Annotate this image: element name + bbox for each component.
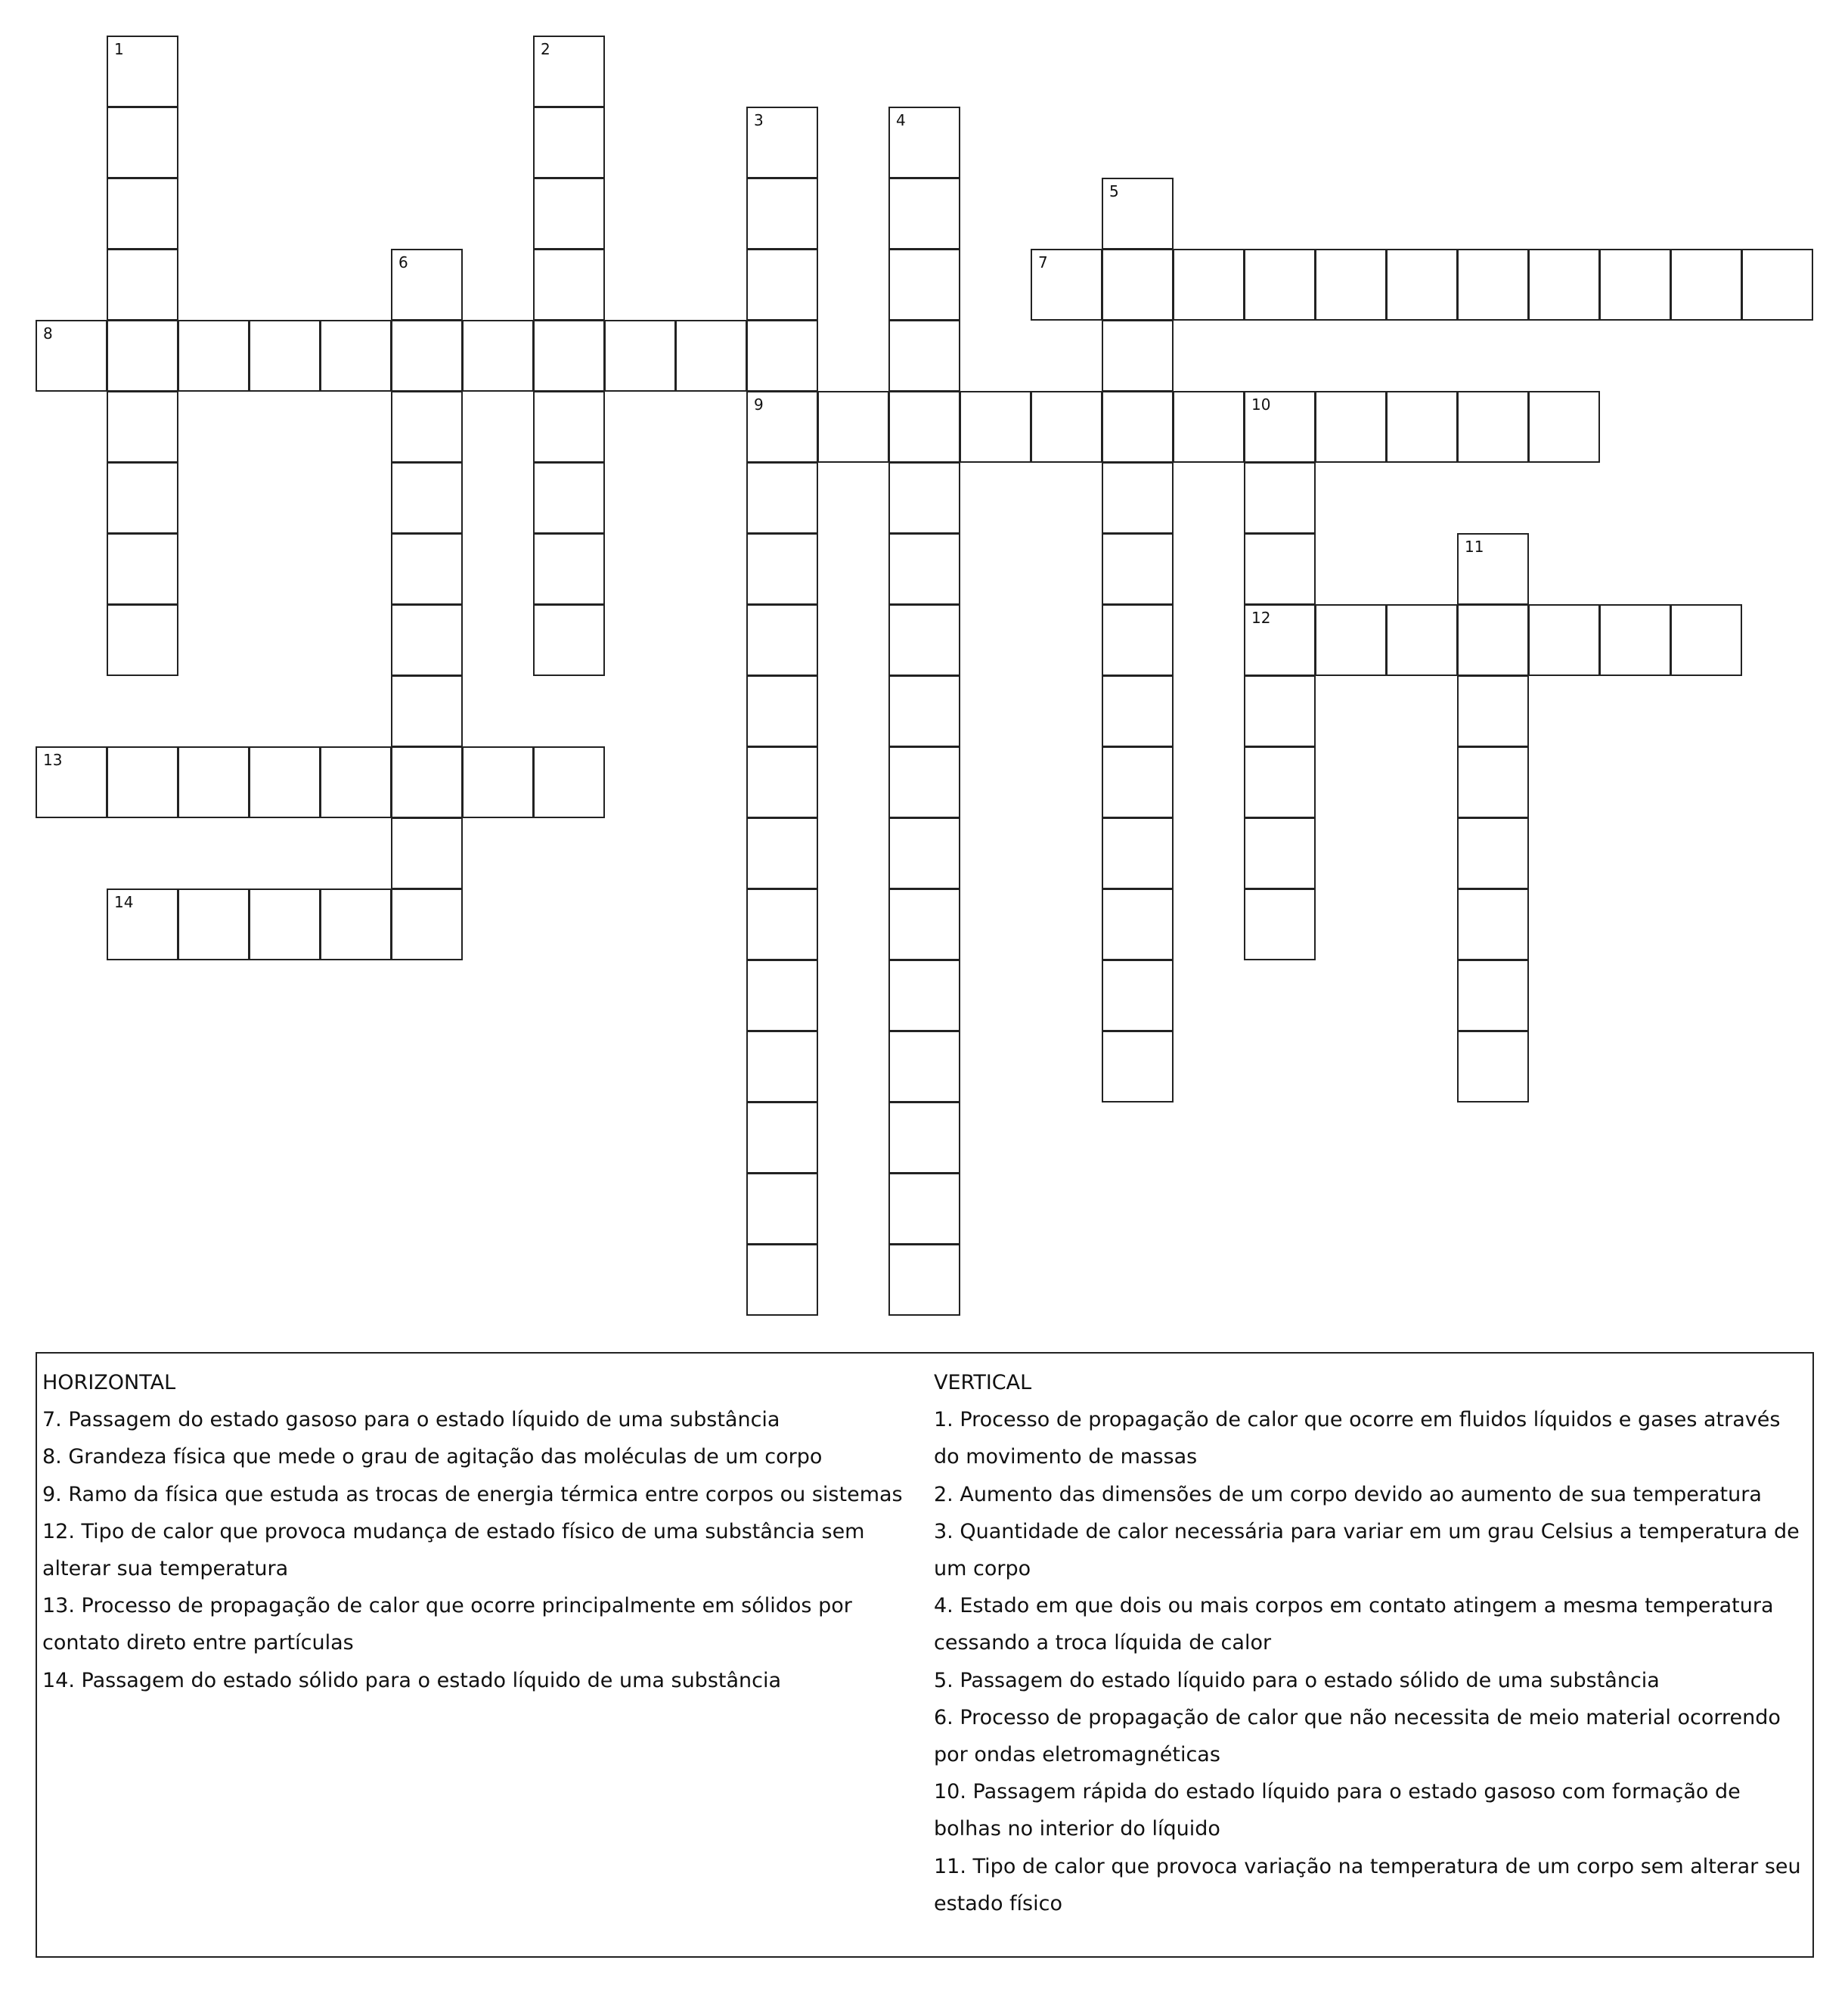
grid-cell[interactable] <box>249 889 321 960</box>
grid-cell[interactable] <box>391 817 463 889</box>
clue-across-12: 12. Tipo de calor que provoca mudança de estado físico de uma substância sem alterar sua temperatura <box>42 1519 865 1581</box>
grid-cell[interactable] <box>107 320 178 392</box>
grid-cell[interactable] <box>320 746 392 818</box>
grid-cell[interactable] <box>391 533 463 605</box>
grid-cell[interactable] <box>675 320 747 392</box>
grid-cell[interactable] <box>604 320 676 392</box>
grid-cell[interactable] <box>1102 533 1174 605</box>
grid-cell[interactable] <box>533 107 605 178</box>
clue-across-9: 9. Ramo da física que estuda as trocas de energia térmica entre corpos ou sistemas <box>42 1482 903 1506</box>
grid-cell[interactable] <box>1244 462 1316 534</box>
grid-cell[interactable] <box>1457 533 1529 605</box>
grid-cell[interactable] <box>1457 249 1529 321</box>
grid-cell[interactable] <box>746 1031 818 1102</box>
grid-cell[interactable] <box>107 604 178 676</box>
grid-cell[interactable] <box>1244 391 1316 463</box>
grid-cell[interactable] <box>1173 249 1245 321</box>
grid-cell[interactable] <box>1457 817 1529 889</box>
clue-number: 1 <box>114 40 124 58</box>
grid-cell[interactable] <box>746 178 818 250</box>
grid-cell[interactable] <box>533 746 605 818</box>
grid-cell[interactable] <box>178 889 250 960</box>
grid-cell[interactable] <box>391 675 463 747</box>
grid-cell[interactable] <box>1457 889 1529 960</box>
grid-cell[interactable] <box>391 249 463 321</box>
grid-cell[interactable] <box>1244 604 1316 676</box>
grid-cell[interactable] <box>746 1244 818 1316</box>
grid-cell[interactable] <box>888 320 960 392</box>
grid-cell[interactable] <box>1102 320 1174 392</box>
clue-across-14: 14. Passagem do estado sólido para o estado líquido de uma substância <box>42 1668 782 1692</box>
grid-cell[interactable] <box>1528 391 1600 463</box>
grid-cell[interactable] <box>888 960 960 1031</box>
clue-number: 8 <box>43 324 53 343</box>
grid-cell[interactable] <box>746 604 818 676</box>
grid-cell[interactable] <box>1315 604 1387 676</box>
grid-cell[interactable] <box>1386 249 1458 321</box>
grid-cell[interactable] <box>533 178 605 250</box>
grid-cell[interactable] <box>746 889 818 960</box>
grid-cell[interactable] <box>107 178 178 250</box>
grid-cell[interactable] <box>746 249 818 321</box>
grid-cell[interactable] <box>746 1173 818 1245</box>
grid-cell[interactable] <box>391 320 463 392</box>
grid-cell[interactable] <box>746 107 818 178</box>
grid-cell[interactable] <box>888 533 960 605</box>
clue-down-10: 10. Passagem rápida do estado líquido para o estado gasoso com formação de bolhas no interior do líquido <box>934 1780 1741 1841</box>
clue-down-5: 5. Passagem do estado líquido para o estado sólido de uma substância <box>934 1668 1660 1692</box>
grid-cell[interactable] <box>1315 391 1387 463</box>
grid-cell[interactable] <box>36 746 107 818</box>
grid-cell[interactable] <box>1031 391 1102 463</box>
grid-cell[interactable] <box>1599 604 1671 676</box>
clue-down-6: 6. Processo de propagação de calor que não necessita de meio material ocorrendo por ondas eletromagnéticas <box>934 1705 1781 1767</box>
grid-cell[interactable] <box>1457 604 1529 676</box>
grid-cell[interactable] <box>1670 249 1742 321</box>
clue-number: 4 <box>896 111 906 129</box>
grid-cell[interactable] <box>888 1173 960 1245</box>
grid-cell[interactable] <box>746 1102 818 1174</box>
grid-cell[interactable] <box>1244 889 1316 960</box>
grid-cell[interactable] <box>107 107 178 178</box>
grid-cell[interactable] <box>533 320 605 392</box>
vertical-clues <box>934 1364 1811 1922</box>
grid-cell[interactable] <box>107 249 178 321</box>
clue-number: 13 <box>43 751 63 769</box>
grid-cell[interactable] <box>1599 249 1671 321</box>
clue-down-1: 1. Processo de propagação de calor que ocorre em fluidos líquidos e gases através do movimento de massas <box>934 1408 1781 1469</box>
clue-number: 9 <box>754 395 764 414</box>
grid-cell[interactable] <box>1528 604 1600 676</box>
clue-number: 12 <box>1251 609 1271 627</box>
grid-cell[interactable] <box>1244 675 1316 747</box>
grid-cell[interactable] <box>746 533 818 605</box>
grid-cell[interactable] <box>888 889 960 960</box>
grid-cell[interactable] <box>960 391 1031 463</box>
grid-cell[interactable] <box>1102 249 1174 321</box>
grid-cell[interactable] <box>1528 249 1600 321</box>
clue-down-4: 4. Estado em que dois ou mais corpos em contato atingem a mesma temperatura cessando a troca líquida de calor <box>934 1594 1774 1655</box>
grid-cell[interactable] <box>1457 675 1529 747</box>
grid-cell[interactable] <box>391 462 463 534</box>
grid-cell[interactable] <box>1102 675 1174 747</box>
clue-across-8: 8. Grandeza física que mede o grau de agitação das moléculas de um corpo <box>42 1445 823 1469</box>
grid-cell[interactable] <box>888 817 960 889</box>
grid-cell[interactable] <box>1102 604 1174 676</box>
grid-cell[interactable] <box>1741 249 1813 321</box>
grid-cell[interactable] <box>533 604 605 676</box>
grid-cell[interactable] <box>1102 746 1174 818</box>
horizontal-title: HORIZONTAL <box>42 1371 176 1394</box>
grid-cell[interactable] <box>1244 817 1316 889</box>
grid-cell[interactable] <box>1102 960 1174 1031</box>
grid-cell[interactable] <box>888 178 960 250</box>
grid-cell[interactable] <box>746 391 818 463</box>
grid-cell[interactable] <box>320 320 392 392</box>
clue-number: 14 <box>114 893 134 911</box>
grid-cell[interactable] <box>817 391 889 463</box>
grid-cell[interactable] <box>1457 391 1529 463</box>
grid-cell[interactable] <box>1102 1031 1174 1102</box>
grid-cell[interactable] <box>249 320 321 392</box>
grid-cell[interactable] <box>391 746 463 818</box>
grid-cell[interactable] <box>746 746 818 818</box>
grid-cell[interactable] <box>1031 249 1102 321</box>
grid-cell[interactable] <box>107 36 178 107</box>
clue-down-3: 3. Quantidade de calor necessária para variar em um grau Celsius a temperatura de um corpo <box>934 1519 1800 1581</box>
grid-cell[interactable] <box>888 675 960 747</box>
clue-down-11: 11. Tipo de calor que provoca variação na temperatura de um corpo sem alterar seu estado físico <box>934 1854 1801 1915</box>
grid-cell[interactable] <box>462 746 534 818</box>
grid-cell[interactable] <box>107 746 178 818</box>
grid-cell[interactable] <box>1386 391 1458 463</box>
grid-cell[interactable] <box>888 1244 960 1316</box>
clue-number: 5 <box>1109 182 1119 200</box>
grid-cell[interactable] <box>533 462 605 534</box>
grid-cell[interactable] <box>533 391 605 463</box>
grid-cell[interactable] <box>1244 249 1316 321</box>
grid-cell[interactable] <box>107 533 178 605</box>
clue-number: 2 <box>541 40 550 58</box>
grid-cell[interactable] <box>746 817 818 889</box>
grid-cell[interactable] <box>1102 178 1174 250</box>
grid-cell[interactable] <box>1670 604 1742 676</box>
grid-cell[interactable] <box>178 320 250 392</box>
clue-down-2: 2. Aumento das dimensões de um corpo devido ao aumento de sua temperatura <box>934 1482 1762 1506</box>
grid-cell[interactable] <box>888 1102 960 1174</box>
grid-cell[interactable] <box>1315 249 1387 321</box>
grid-cell[interactable] <box>888 1031 960 1102</box>
clue-number: 10 <box>1251 395 1271 414</box>
grid-cell[interactable] <box>320 889 392 960</box>
grid-cell[interactable] <box>1102 462 1174 534</box>
grid-cell[interactable] <box>1102 817 1174 889</box>
clue-number: 11 <box>1465 538 1484 556</box>
clue-number: 3 <box>754 111 764 129</box>
grid-cell[interactable] <box>888 107 960 178</box>
grid-cell[interactable] <box>1457 746 1529 818</box>
clue-across-13: 13. Processo de propagação de calor que ocorre principalmente em sólidos por contato direto entre partículas <box>42 1594 852 1655</box>
grid-cell[interactable] <box>1457 1031 1529 1102</box>
grid-cell[interactable] <box>1386 604 1458 676</box>
grid-cell[interactable] <box>1102 889 1174 960</box>
clue-number: 6 <box>398 253 408 271</box>
grid-cell[interactable] <box>391 889 463 960</box>
grid-cell[interactable] <box>746 960 818 1031</box>
grid-cell[interactable] <box>533 249 605 321</box>
grid-cell[interactable] <box>249 746 321 818</box>
grid-cell[interactable] <box>533 533 605 605</box>
grid-cell[interactable] <box>1173 391 1245 463</box>
grid-cell[interactable] <box>1102 391 1174 463</box>
grid-cell[interactable] <box>888 462 960 534</box>
grid-cell[interactable] <box>178 746 250 818</box>
grid-cell[interactable] <box>107 391 178 463</box>
grid-cell[interactable] <box>746 462 818 534</box>
vertical-title: VERTICAL <box>934 1371 1032 1394</box>
grid-cell[interactable] <box>391 604 463 676</box>
clues-panel <box>36 1352 1814 1958</box>
grid-cell[interactable] <box>888 249 960 321</box>
grid-cell[interactable] <box>888 391 960 463</box>
grid-cell[interactable] <box>1244 746 1316 818</box>
clue-number: 7 <box>1038 253 1048 271</box>
grid-cell[interactable] <box>888 746 960 818</box>
grid-cell[interactable] <box>1457 960 1529 1031</box>
grid-cell[interactable] <box>391 391 463 463</box>
grid-cell[interactable] <box>462 320 534 392</box>
grid-cell[interactable] <box>107 889 178 960</box>
grid-cell[interactable] <box>36 320 107 392</box>
grid-cell[interactable] <box>888 604 960 676</box>
grid-cell[interactable] <box>1244 533 1316 605</box>
grid-cell[interactable] <box>107 462 178 534</box>
grid-cell[interactable] <box>533 36 605 107</box>
horizontal-clues <box>42 1364 927 1699</box>
clue-across-7: 7. Passagem do estado gasoso para o estado líquido de uma substância <box>42 1408 780 1432</box>
grid-cell[interactable] <box>746 675 818 747</box>
grid-cell[interactable] <box>746 320 818 392</box>
